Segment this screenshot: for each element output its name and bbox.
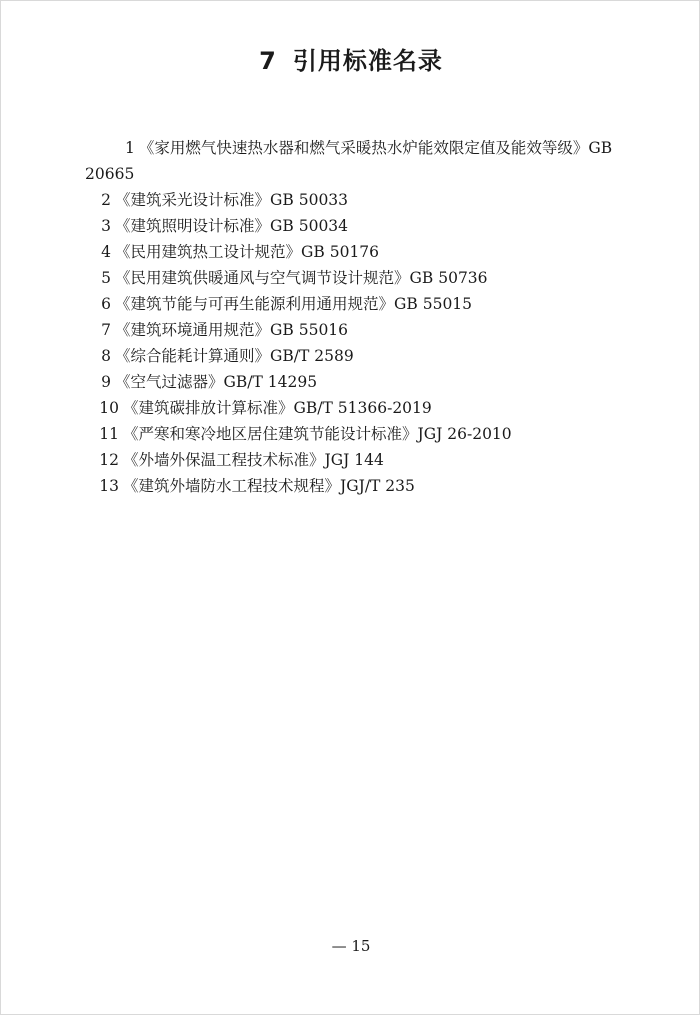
reference-title: 《家用燃气快速热水器和燃气采暖热水炉能效限定值及能效等级》 bbox=[138, 139, 589, 157]
reference-item bbox=[85, 187, 645, 213]
reference-code: GB/T 2589 bbox=[270, 347, 354, 365]
reference-title: 《民用建筑热工设计规范》 bbox=[115, 243, 302, 261]
reference-code: JGJ/T 235 bbox=[340, 477, 415, 495]
reference-item bbox=[85, 395, 645, 421]
reference-title: 《民用建筑供暖通风与空气调节设计规范》 bbox=[115, 269, 410, 287]
reference-item bbox=[85, 343, 645, 369]
section-title: 引用标准名录 bbox=[292, 47, 443, 75]
reference-index: 3 bbox=[101, 217, 111, 235]
reference-index: 11 bbox=[99, 425, 119, 443]
reference-index: 12 bbox=[99, 451, 119, 469]
reference-title: 《建筑节能与可再生能源利用通用规范》 bbox=[115, 295, 395, 313]
reference-code: GB 50176 bbox=[301, 243, 380, 261]
reference-index: 8 bbox=[101, 347, 111, 365]
reference-title: 《建筑碳排放计算标准》 bbox=[123, 399, 294, 417]
reference-item bbox=[85, 447, 645, 473]
reference-index: 6 bbox=[101, 295, 111, 313]
reference-code: GB 50736 bbox=[409, 269, 488, 287]
reference-item bbox=[85, 239, 645, 265]
reference-title: 《建筑外墙防水工程技术规程》 bbox=[123, 477, 341, 495]
reference-item bbox=[85, 291, 645, 317]
reference-code: GB 20665 bbox=[85, 139, 613, 183]
reference-item bbox=[85, 421, 645, 447]
reference-title: 《严寒和寒冷地区居住建筑节能设计标准》 bbox=[123, 425, 418, 443]
reference-index: 1 bbox=[125, 139, 135, 157]
reference-title: 《外墙外保温工程技术标准》 bbox=[123, 451, 325, 469]
reference-list bbox=[85, 135, 645, 499]
reference-code: GB 50033 bbox=[270, 191, 349, 209]
reference-code: GB/T 14295 bbox=[223, 373, 318, 391]
reference-index: 10 bbox=[99, 399, 119, 417]
reference-index: 2 bbox=[101, 191, 111, 209]
reference-title: 《空气过滤器》 bbox=[115, 373, 224, 391]
reference-code: GB 55015 bbox=[394, 295, 473, 313]
reference-code: JGJ 26-2010 bbox=[417, 425, 512, 443]
reference-item bbox=[85, 213, 645, 239]
reference-title: 《建筑环境通用规范》 bbox=[115, 321, 271, 339]
reference-item bbox=[85, 317, 645, 343]
reference-item bbox=[85, 135, 645, 187]
reference-code: GB/T 51366-2019 bbox=[293, 399, 432, 417]
reference-item bbox=[85, 369, 645, 395]
reference-index: 5 bbox=[101, 269, 111, 287]
reference-title: 《综合能耗计算通则》 bbox=[115, 347, 271, 365]
reference-code: GB 50034 bbox=[270, 217, 349, 235]
reference-index: 7 bbox=[101, 321, 111, 339]
section-heading bbox=[1, 41, 700, 76]
reference-index: 4 bbox=[101, 243, 111, 261]
reference-title: 《建筑照明设计标准》 bbox=[115, 217, 271, 235]
reference-code: JGJ 144 bbox=[324, 451, 384, 469]
page-number: — 15 bbox=[331, 937, 371, 955]
reference-index: 9 bbox=[101, 373, 111, 391]
reference-item bbox=[85, 265, 645, 291]
reference-index: 13 bbox=[99, 477, 119, 495]
section-number: 7 bbox=[259, 47, 277, 75]
reference-code: GB 55016 bbox=[270, 321, 349, 339]
reference-title: 《建筑采光设计标准》 bbox=[115, 191, 271, 209]
reference-item bbox=[85, 473, 645, 499]
